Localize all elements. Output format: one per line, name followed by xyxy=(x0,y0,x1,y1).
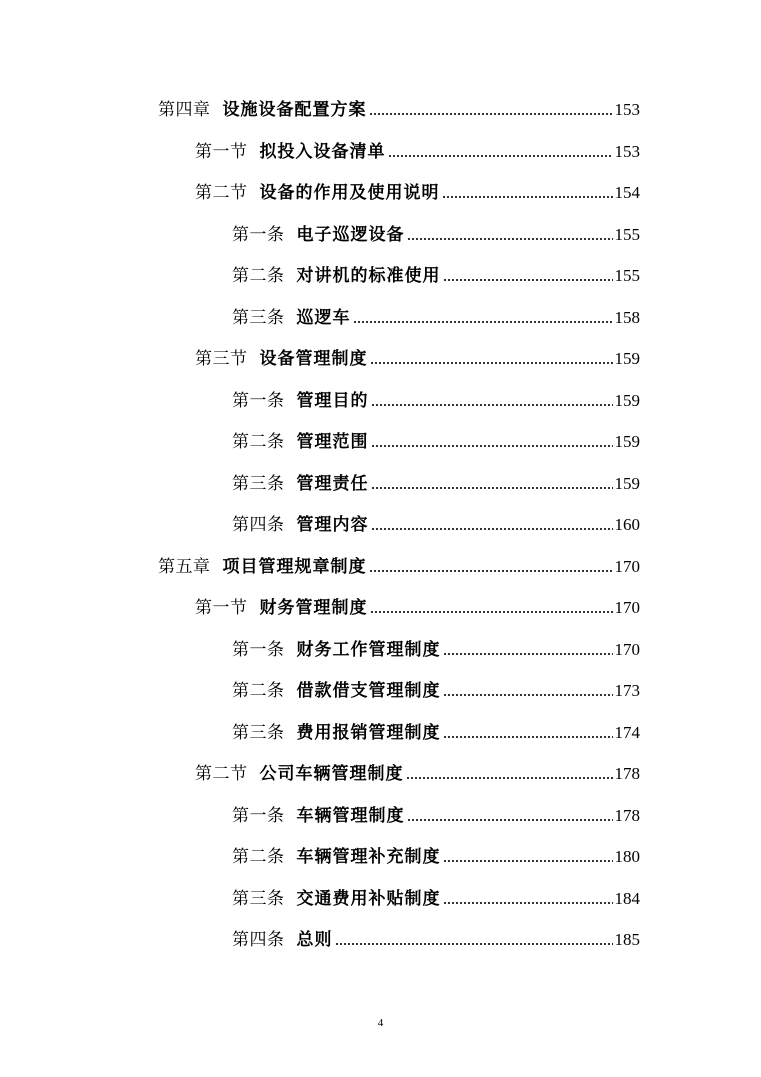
toc-entry-title: 电子巡逻设备 xyxy=(296,225,405,245)
dot-leader xyxy=(369,570,613,572)
toc-entry-page: 178 xyxy=(614,764,640,783)
toc-entry-label: 第一条 xyxy=(232,640,285,660)
toc-entry-page: 180 xyxy=(614,847,640,866)
toc-entry-page: 153 xyxy=(614,142,640,161)
toc-entry[interactable] xyxy=(232,304,640,328)
toc-entry-title: 财务管理制度 xyxy=(259,598,368,618)
dot-leader xyxy=(406,777,613,779)
dot-leader xyxy=(443,653,613,655)
toc-entry-label: 第三条 xyxy=(232,889,285,909)
toc-entry-title: 交通费用补贴制度 xyxy=(296,889,441,909)
toc-entry[interactable] xyxy=(232,511,640,535)
dot-leader xyxy=(371,487,613,489)
toc-entry[interactable] xyxy=(232,470,640,494)
toc-entry-label: 第一条 xyxy=(232,806,285,826)
toc-entry-page: 173 xyxy=(614,681,640,700)
toc-entry-title: 总则 xyxy=(296,930,333,950)
toc-entry[interactable] xyxy=(232,677,640,701)
toc-entry[interactable] xyxy=(232,636,640,660)
toc-entry-page: 184 xyxy=(614,889,640,908)
toc-entry[interactable] xyxy=(195,594,640,618)
page-number: 4 xyxy=(377,1017,384,1029)
toc-entry-title: 设备管理制度 xyxy=(259,349,368,369)
toc-entry-title: 车辆管理制度 xyxy=(296,806,405,826)
toc-entry-page: 160 xyxy=(614,515,640,534)
dot-leader xyxy=(353,321,613,323)
dot-leader xyxy=(443,902,613,904)
dot-leader xyxy=(371,528,613,530)
toc-entry-page: 178 xyxy=(614,806,640,825)
toc-entry[interactable] xyxy=(195,138,640,162)
toc-entry-title: 设施设备配置方案 xyxy=(222,100,367,120)
toc-entry-page: 159 xyxy=(614,432,640,451)
toc-entry-label: 第三节 xyxy=(195,349,248,369)
dot-leader xyxy=(443,736,613,738)
toc-entry[interactable] xyxy=(158,553,640,577)
toc-entry-title: 费用报销管理制度 xyxy=(296,723,441,743)
toc-entry-label: 第二条 xyxy=(232,432,285,452)
toc-entry-title: 巡逻车 xyxy=(296,308,351,328)
toc-entry-label: 第二节 xyxy=(195,764,248,784)
toc-entry[interactable] xyxy=(232,262,640,286)
toc-entry-page: 185 xyxy=(614,930,640,949)
toc-entry-label: 第三条 xyxy=(232,474,285,494)
toc-entry[interactable] xyxy=(195,179,640,203)
toc-entry-page: 174 xyxy=(614,723,640,742)
toc-entry-page: 170 xyxy=(614,640,640,659)
toc-entry-label: 第一节 xyxy=(195,598,248,618)
toc-entry-page: 170 xyxy=(614,557,640,576)
toc-entry[interactable] xyxy=(232,885,640,909)
toc-entry[interactable] xyxy=(232,221,640,245)
toc-entry-label: 第三条 xyxy=(232,308,285,328)
toc-entry-label: 第三条 xyxy=(232,723,285,743)
toc-entry-label: 第二条 xyxy=(232,266,285,286)
toc-entry-label: 第四条 xyxy=(232,515,285,535)
toc-entry[interactable] xyxy=(232,843,640,867)
dot-leader xyxy=(371,404,613,406)
toc-entry-page: 155 xyxy=(614,266,640,285)
toc-entry[interactable] xyxy=(195,345,640,369)
toc-entry-title: 设备的作用及使用说明 xyxy=(259,183,440,203)
toc-entry-label: 第四章 xyxy=(158,100,211,120)
dot-leader xyxy=(370,611,613,613)
dot-leader xyxy=(369,113,613,115)
dot-leader xyxy=(388,155,613,157)
toc-entry-label: 第二条 xyxy=(232,681,285,701)
toc-entry-page: 159 xyxy=(614,391,640,410)
dot-leader xyxy=(443,694,613,696)
toc-entry-title: 车辆管理补充制度 xyxy=(296,847,441,867)
toc-entry-title: 拟投入设备清单 xyxy=(259,142,386,162)
toc-entry-label: 第五章 xyxy=(158,557,211,577)
toc-entry[interactable] xyxy=(232,387,640,411)
toc-entry-page: 159 xyxy=(614,349,640,368)
dot-leader xyxy=(407,238,613,240)
toc-entry[interactable] xyxy=(232,802,640,826)
toc-entry-title: 项目管理规章制度 xyxy=(222,557,367,577)
toc-entry-title: 管理内容 xyxy=(296,515,369,535)
dot-leader xyxy=(443,860,613,862)
dot-leader xyxy=(335,943,613,945)
toc-entry-title: 管理范围 xyxy=(296,432,369,452)
toc-entry-label: 第一节 xyxy=(195,142,248,162)
toc-entry-label: 第一条 xyxy=(232,225,285,245)
dot-leader xyxy=(407,819,613,821)
dot-leader xyxy=(442,196,613,198)
toc-entry-title: 管理目的 xyxy=(296,391,369,411)
toc-entry-label: 第二节 xyxy=(195,183,248,203)
toc-entry-title: 财务工作管理制度 xyxy=(296,640,441,660)
toc-entry-page: 158 xyxy=(614,308,640,327)
toc-entry-title: 借款借支管理制度 xyxy=(296,681,441,701)
toc-entry[interactable] xyxy=(232,428,640,452)
toc-entry-title: 对讲机的标准使用 xyxy=(296,266,441,286)
dot-leader xyxy=(370,362,613,364)
toc-entry-label: 第一条 xyxy=(232,391,285,411)
toc-entry-page: 159 xyxy=(614,474,640,493)
toc-entry[interactable] xyxy=(232,719,640,743)
toc-entry-page: 153 xyxy=(614,100,640,119)
toc-entry[interactable] xyxy=(158,96,640,120)
toc-entry[interactable] xyxy=(232,926,640,950)
toc-entry-title: 管理责任 xyxy=(296,474,369,494)
toc-entry-label: 第二条 xyxy=(232,847,285,867)
toc-entry-page: 154 xyxy=(614,183,640,202)
toc-entry-label: 第四条 xyxy=(232,930,285,950)
toc-entry[interactable] xyxy=(195,760,640,784)
toc-entry-title: 公司车辆管理制度 xyxy=(259,764,404,784)
dot-leader xyxy=(371,445,613,447)
dot-leader xyxy=(443,279,613,281)
toc-entry-page: 170 xyxy=(614,598,640,617)
toc-entry-page: 155 xyxy=(614,225,640,244)
